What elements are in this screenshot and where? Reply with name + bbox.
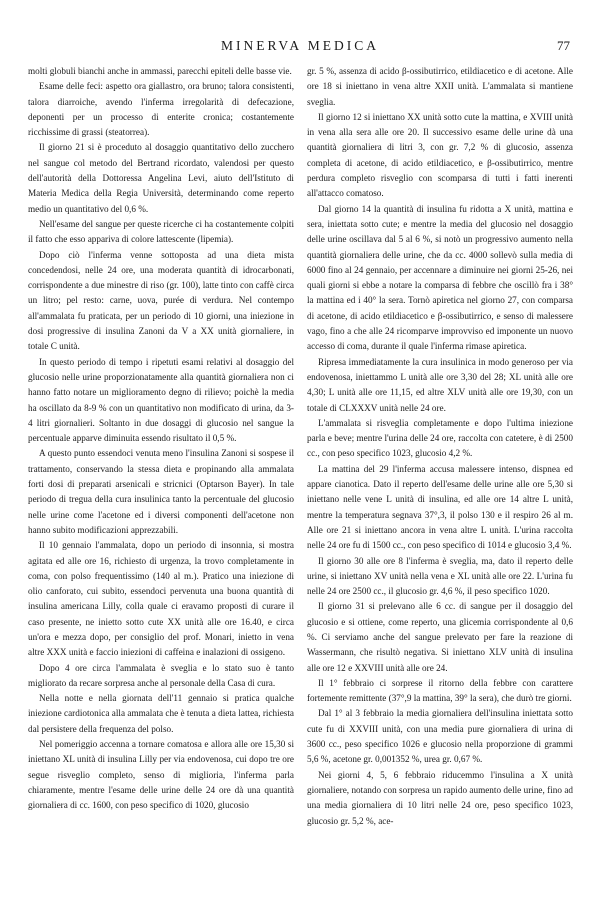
paragraph: Il giorno 30 alle ore 8 l'inferma è sveglia, ma, dato il reperto delle urine, si iniettano XV unità nella vena e XL unità alle ore 22. L'urina fu nelle 24 ore 2500 cc., il glucosio gr. 4,6 %, il peso specifico 1020.: [307, 555, 573, 597]
paragraph: Il giorno 12 si iniettano XX unità sotto cute la mattina, e XVIII unità in vena alla sera alle ore 20. Il successivo esame delle urine dà una quantità giornaliera di litri 3, con gr. 7,2 % di glucosio, assenza completa di acetone, di acido etildiacetico, e β-ossibutirrico, mentre perdura completo risveglio con scomparsa di tutti i fatti inerenti all'attacco comatoso.: [307, 111, 573, 199]
paragraph: Nei giorni 4, 5, 6 febbraio riducemmo l'insulina a X unità giornaliere, notando con sorpresa un rapido aumento delle urine, fino ad una media giornaliera di 10 litri nelle 24 ore, peso specifico 1023, glucosio gr. 5,2 %, ace-: [307, 769, 573, 826]
paragraph: La mattina del 29 l'inferma accusa malessere intenso, dispnea ed appare cianotica. Dato il reperto dell'esame delle urine alle ore 5,30 si iniettano nelle vene L unità di insulina, ed alle ore 14 altre L unità, mentre la temperatura segnava 37°,3, il polso 130 e il respiro 26 al m. Alle ore 21 si iniettano ancora in vena altre L unità. L'urina raccolta nelle 24 ore fu di 1500 cc., con peso specifico di 1014 e glucosio 3,4 %.: [307, 463, 573, 551]
page-number: 77: [557, 38, 570, 53]
paragraph: Dopo 4 ore circa l'ammalata è sveglia e lo stato suo è tanto migliorato da recare sorpresa anche al personale della Casa di cura.: [28, 662, 294, 688]
paragraph: Dopo ciò l'inferma venne sottoposta ad una dieta mista concedendosi, nelle 24 ore, una moderata quantità di idrocarbonati, corrispondente a due minestre di riso (gr. 100), latte tinto con caffè circa un litro; pel resto: carne, uova, purée di verdura. Nel contempo all'ammalata fu praticata, per un periodo di 10 giorni, una iniezione in dosi progressive di insulina Zanoni da V a XX unità giornaliere, in totale C unità.: [28, 249, 294, 352]
paragraph: molti globuli bianchi anche in ammassi, parecchi epiteli delle basse vie.: [28, 66, 292, 76]
paragraph: Il 10 gennaio l'ammalata, dopo un periodo di insonnia, si mostra agitata ed alle ore 16, richiesto di urgenza, la trovo completamente in coma, con polso frequentissimo (140 al m.). Pratico una iniezione di olio canforato, cui subito, essendoci pervenuta una buona quantità di insulina americana Lilly, colla quale ci eravamo proposti di curare il caso presente, ne inietto sotto cute XX unità alle ore 16.40, e circa un'ora e mezza dopo, per consiglio del prof. Monari, inietto in vena altre XXX unità e faccio iniezioni di caffeina e inalazioni di ossigeno.: [28, 540, 294, 658]
paragraph: In questo periodo di tempo i ripetuti esami relativi al dosaggio del glucosio nelle urine proporzionatamente alla quantità giornaliera non ci hanno fatto notare un miglioramento degno di rilievo; poichè la media ha oscillato da 8-9 % con un quantitativo non modificato di urina, da 3-4 litri giornalieri. Soltanto in due dosaggi di glucosio nel sangue la percentuale apparve diminuita essendo risultato il 0,5 %.: [28, 356, 294, 444]
left-column: [28, 64, 294, 890]
paragraph: gr. 5 %, assenza di acido β-ossibutirrico, etildiacetico e di acetone. Alle ore 18 si iniettano in vena altre XXII unità. L'ammalata si mantiene sveglia.: [307, 66, 573, 107]
paragraph: L'ammalata si risveglia completamente e dopo l'ultima iniezione parla e beve; mentre l'urina delle 24 ore, raccolta con catetere, è di 2500 cc., con peso specifico 1023, glucosio 4,2 %.: [307, 417, 573, 459]
paragraph: Il 1° febbraio ci sorprese il ritorno della febbre con carattere fortemente remittente (37°,9 la mattina, 39° la sera), che durò tre giorni.: [307, 677, 573, 704]
paragraph: Esame delle feci: aspetto ora giallastro, ora bruno; talora consistenti, talora diarroiche, avendo l'inferma irregolarità di defecazione, deponenti per un processo di enterite cronica; costantemente ricchissime di grassi (steatorrea).: [28, 81, 294, 138]
paragraph: Ripresa immediatamente la cura insulinica in modo generoso per via endovenosa, iniettammo L unità alle ore 3,30 del 28; XL unità alle ore 4,30; L unità alle ore 11,15, ed altre XLV unità alle ore 19,30, con un totale di CLXXXV unità nelle 24 ore.: [307, 356, 573, 413]
paragraph: A questo punto essendoci venuta meno l'insulina Zanoni si sospese il trattamento, conservando la stessa dieta e propinando alla ammalata forti dosi di preparati arsenicali e stricnici (Optarson Bayer). In tale periodo di tregua della cura insulinica tanto la percentuale del glucosio nelle urine come l'acetone ed i diversi componenti dell'acetone non hanno subito modificazioni apprezzabili.: [28, 448, 294, 535]
paragraph: Nella notte e nella giornata dell'11 gennaio si pratica qualche iniezione cardiotonica alla ammalata che è tenuta a dieta lattea, richiesta dal persistere della frequenza del polso.: [28, 693, 294, 734]
paragraph: Nel pomeriggio accenna a tornare comatosa e allora alle ore 15,30 si iniettano XL unità di insulina Lilly per via endovenosa, cui dopo tre ore segue risveglio completo, senso di miglioria, l'inferma parla chiaramente, mentre l'esame delle urine delle 24 ore dà una quantità giornaliera di cc. 1600, con peso specifico di 1020, glucosio: [28, 739, 294, 811]
paragraph: Il giorno 31 si prelevano alle 6 cc. di sangue per il dosaggio del glucosio e si ottiene, come reperto, una glicemia corrispondente al 0,6 %. Ci serviamo anche del sangue prelevato per fare la reazione di Wassermann, che risultò negativa. Si iniettano XLV unità di insulina alle ore 12 e XXVIII unità alle ore 24.: [307, 601, 573, 673]
right-column: [307, 64, 573, 890]
page-header: [30, 38, 570, 54]
paragraph: Nell'esame del sangue per queste ricerche ci ha costantemente colpiti il fatto che esso appariva di colore lattescente (lipemia).: [28, 218, 294, 245]
paragraph: Il giorno 21 si è proceduto al dosaggio quantitativo dello zucchero nel sangue col metodo del Bertrand ricordato, valendosi per questo dell'autorità della Dottoressa Angelina Levi, aiuto dell'Istituto di Materia Medica della Regia Università, determinando come reperto medio un quantitativo del 0,6 %.: [28, 142, 294, 214]
paragraph: Dal 1° al 3 febbraio la media giornaliera dell'insulina iniettata sotto cute fu di XXVIII unità, con una media pure giornaliera di urina di 3600 cc., peso specifico 1026 e glucosio nella proporzione di grammi 5,6 %, acetone gr. 0,001352 %, urea gr. 0,67 %.: [307, 708, 573, 765]
paragraph: Dal giorno 14 la quantità di insulina fu ridotta a X unità, mattina e sera, iniettata sotto cute; e mentre la media del glucosio nel dosaggio delle urine oscillava dal 5 al 6 %, si notò un progressivo aumento nella quantità giornaliera delle urine, che da cc. 4000 sollevò sulla media di 6000 fino al 24 gennaio, per accennare a diminuire nei giorni 25-26, nei quali giorni si ebbe a notare la comparsa di febbre che oscillò fra i 38° la mattina ed i 40° la sera. Tornò apiretica nel giorno 27, con comparsa di acetone, di acido etildiacetico e β-ossibutirrico, e senso di malessere vago, fino a che alle 24 ricomparve improvviso ed imponente un nuovo accesso di coma, durante il quale l'inferma rimase apiretica.: [307, 203, 573, 352]
running-head: MINERVA MEDICA: [220, 38, 380, 53]
